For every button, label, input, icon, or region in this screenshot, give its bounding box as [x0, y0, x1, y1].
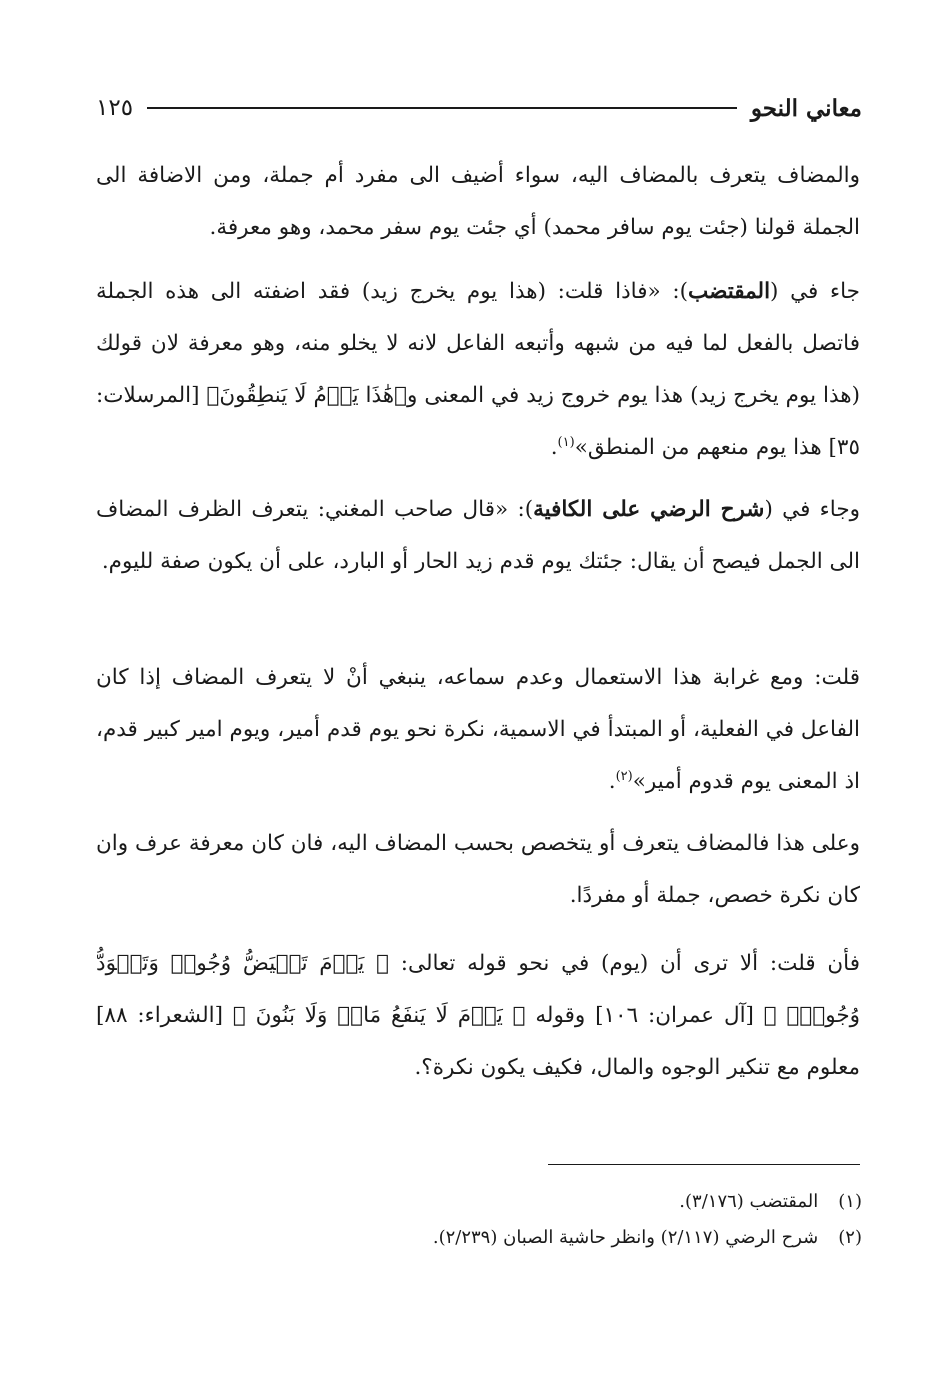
page-number: ١٢٥: [96, 95, 134, 121]
paragraph-text: وعلى هذا فالمضاف يتعرف أو يتخصص بحسب المضاف اليه، فان كان معرفة عرف وان كان نكرة خصص، جملة أو مفردًا.: [96, 831, 860, 908]
header-rule: [147, 107, 737, 109]
paragraph-text: والمضاف يتعرف بالمضاف اليه، سواء أضيف الى مفرد أم جملة، ومن الاضافة الى الجملة قولنا (جئت يوم سافر محمد) أي جئت يوم سفر محمد، وهو معرفة.: [96, 163, 860, 240]
paragraph-5: [96, 818, 860, 922]
footnote-number: (٢): [838, 1227, 862, 1248]
footnote-ref-2[interactable]: (٢): [615, 768, 633, 784]
paragraph-1: [96, 150, 860, 254]
paragraph-text-pre: جاء في (: [770, 279, 860, 304]
footnote-text: المقتضب (٣/١٧٦).: [679, 1191, 819, 1212]
paragraph-3: [96, 484, 860, 588]
paragraph-6: [96, 938, 860, 1094]
source-title: شرح الرضي على الكافية: [533, 497, 765, 522]
paragraph-end: .: [608, 769, 616, 794]
paragraph-text-post: ): «فاذا قلت: (هذا يوم يخرج زيد) فقد اضفته الى هذه الجملة فاتصل بالفعل لما فيه من شبهه وأتبعه الفاعل لانه لا يخلو منه، وهو معرفة لان قولك (هذا يوم يخرج زيد) هذا يوم خروج زيد في المعنى و﴿هَٰذَا يَوۡمُ لَا يَنطِقُونَ﴾ [المرسلات: ٣٥] هذا يوم منعهم من المنطق»: [96, 279, 860, 460]
footnote-number: (١): [838, 1191, 862, 1212]
book-title: معاني النحو: [750, 94, 862, 122]
footnote-1: [96, 1187, 862, 1217]
footnote-ref-1[interactable]: (١): [557, 434, 575, 450]
paragraph-2: [96, 266, 860, 474]
footnote-divider: [548, 1164, 860, 1165]
paragraph-text: فأن قلت: ألا ترى أن (يوم) في نحو قوله تعالى: ﴿ يَوۡمَ تَبۡيَضُّ وُجُوهٞ وَتَسۡوَدُّ وُجُوهٞۚ ﴾ [آل عمران: ١٠٦] وقوله ﴿ يَوۡمَ لَا يَنفَعُ مَالٞ وَلَا بَنُونَ ﴾ [الشعراء: ٨٨] معلوم مع تنكير الوجوه والمال، فكيف يكون نكرة؟.: [96, 951, 861, 1080]
footnote-2: [96, 1223, 862, 1253]
running-header: [96, 90, 862, 126]
paragraph-text-post: ): «قال صاحب المغني: يتعرف الظرف المضاف الى الجمل فيصح أن يقال: جئتك يوم قدم زيد الحار أو البارد، على أن يكون صفة لليوم.: [96, 497, 860, 574]
paragraph-text: قلت: ومع غرابة هذا الاستعمال وعدم سماعه، ينبغي أنْ لا يتعرف المضاف إذا كان الفاعل في الفعلية، أو المبتدأ في الاسمية، نكرة نحو يوم قدم أمير، ويوم امير كبير قدم، اذ المعنى يوم قدوم أمير»: [96, 665, 860, 794]
footnote-text: شرح الرضي (٢/١١٧) وانظر حاشية الصبان (٢/٢٣٩).: [432, 1227, 819, 1248]
paragraph-end: .: [550, 435, 558, 460]
paragraph-4: [96, 652, 860, 808]
source-title: المقتضب: [687, 279, 771, 304]
paragraph-text-pre: وجاء في (: [764, 497, 860, 522]
